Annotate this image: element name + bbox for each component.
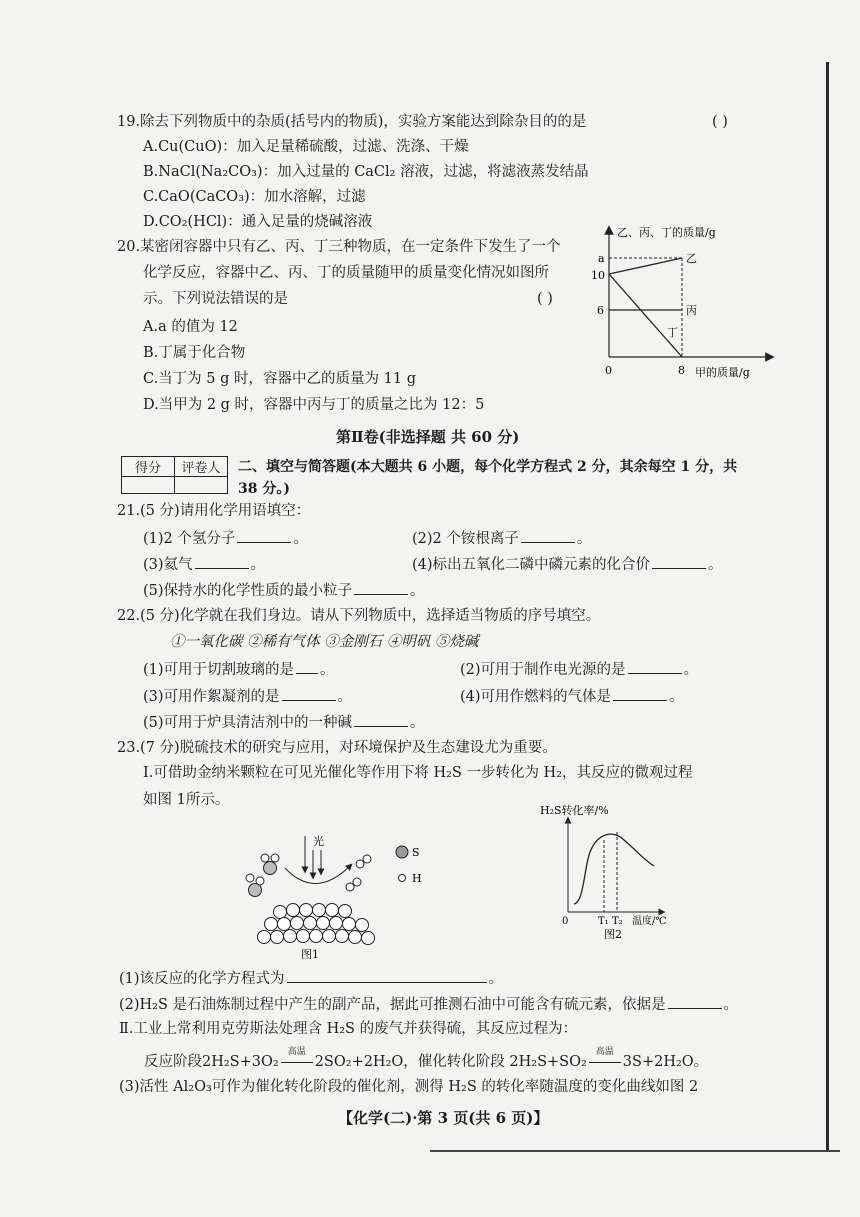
legend-s-atom — [396, 846, 408, 858]
q20-option-d: D.当甲为 2 g 时，容器中丙与丁的质量之比为 12：5 — [143, 397, 485, 413]
graph-xlabel: 甲的质量/g — [695, 366, 750, 379]
h-atom — [246, 874, 254, 882]
q20-stem-line3: 示。下列说法错误的是 — [143, 291, 288, 307]
q21-part3: (3)氦气 。 — [143, 554, 265, 574]
s-atom — [264, 862, 277, 875]
gold-nanoparticle-pile — [258, 904, 375, 945]
q20-option-b: B.丁属于化合物 — [143, 345, 246, 361]
q21-blank4[interactable] — [652, 554, 706, 569]
h-atom — [261, 854, 269, 862]
q23-section-ii: Ⅱ.工业上常利用克劳斯法处理含 H₂S 的废气并获得硫，其反应过程为： — [119, 1021, 578, 1037]
q23-part1: (1)该反应的化学方程式为 。 — [119, 968, 503, 988]
q22-part1: (1)可用于切割玻璃的是 。 — [143, 659, 335, 679]
tick-0: 0 — [605, 364, 612, 377]
figure1-micro-process — [235, 830, 445, 965]
grader-header: 评卷人 — [175, 457, 228, 477]
q23-section-i-line1: Ⅰ.可借助金纳米颗粒在可见光催化等作用下将 H₂S 一步转化为 H₂，其反应的微观过程 — [143, 765, 693, 781]
q22-options: ①一氧化碳 ②稀有气体 ③金刚石 ④明矾 ⑤烧碱 — [170, 634, 479, 650]
grader-cell — [175, 477, 228, 494]
tick-a: a — [598, 252, 605, 265]
h2-atom — [346, 883, 354, 891]
q22-part3: (3)可用作絮凝剂的是 。 — [143, 686, 352, 706]
q22-part4: (4)可用作燃料的气体是 。 — [460, 686, 684, 706]
section-two-heading-cont: 38 分。) — [238, 481, 290, 497]
q21-blank1[interactable] — [237, 528, 291, 543]
q20-option-a: A.a 的值为 12 — [143, 319, 238, 335]
q22-part5: (5)可用于炉具清洁剂中的一种碱 。 — [143, 712, 425, 732]
q21-part5: (5)保持水的化学性质的最小粒子 。 — [143, 580, 425, 600]
graph-ylabel: 乙、丙、丁的质量/g — [617, 226, 716, 239]
q22-blank3[interactable] — [282, 686, 336, 701]
q22-blank1[interactable] — [296, 659, 318, 674]
figure2-caption: 图2 — [604, 928, 622, 941]
score-header: 得分 — [122, 457, 175, 477]
fig2-xlabel: 温度/℃ — [632, 916, 667, 927]
figure2-conversion-curve — [540, 800, 700, 950]
h-atom — [271, 854, 279, 862]
q23-blank2[interactable] — [668, 994, 722, 1009]
q19-stem: 19.除去下列物质中的杂质(括号内的物质)，实验方案能达到除杂目的的是 — [117, 114, 587, 130]
q23-part3: (3)活性 Al₂O₃可作为催化转化阶段的催化剂，测得 H₂S 的转化率随温度的变化曲线如图 2 — [119, 1079, 699, 1095]
q21-blank2[interactable] — [521, 528, 575, 543]
q20-stem-line2: 化学反应，容器中乙、丙、丁的质量随甲的质量变化情况如图所 — [143, 265, 549, 281]
score-cell — [122, 477, 175, 494]
line-yi — [609, 258, 682, 274]
fig2-t2: T₂ — [612, 916, 623, 927]
q19-option-c: C.CaO(CaCO₃)：加水溶解，过滤 — [143, 189, 366, 205]
page-footer: 【化学(二)·第 3 页(共 6 页)】 — [338, 1109, 549, 1127]
tick-8: 8 — [678, 364, 685, 377]
reaction-arrow — [285, 866, 350, 884]
q20-stem-line1: 20.某密闭容器中只有乙、丙、丁三种物质，在一定条件下发生了一个 — [117, 239, 561, 255]
claus-equations: 反应阶段2H₂S+3O₂ 高温 2SO₂+2H₂O，催化转化阶段 2H₂S+SO₂ 高温 3S+2H₂O。 — [144, 1047, 709, 1070]
conversion-curve — [574, 834, 654, 904]
q23-part2: (2)H₂S 是石油炼制过程中产生的副产品，据此可推测石油中可能含有硫元素，依据是 。 — [119, 994, 738, 1014]
q19-option-a: A.Cu(CuO)：加入足量稀硫酸，过滤、洗涤、干燥 — [143, 139, 469, 155]
legend-h-label: H — [412, 872, 422, 885]
q22-stem: 22.(5 分)化学就在我们身边。请从下列物质中，选择适当物质的序号填空。 — [117, 608, 601, 624]
section-two-heading: 二、填空与简答题(本大题共 6 小题，每个化学方程式 2 分，其余每空 1 分，共 — [238, 459, 738, 475]
q21-part1: (1)2 个氢分子 。 — [143, 528, 308, 548]
condition-arrow: 高温 — [279, 1054, 315, 1070]
legend-h-atom — [399, 875, 406, 882]
fig2-ylabel: H₂S转化率/% — [540, 804, 609, 817]
q22-blank4[interactable] — [613, 686, 667, 701]
q20-mass-graph — [585, 222, 785, 387]
page-edge — [826, 62, 829, 1152]
q21-stem: 21.(5 分)请用化学用语填空： — [117, 503, 311, 519]
q23-section-i-line2: 如图 1所示。 — [143, 792, 230, 808]
fig2-origin: 0 — [562, 916, 569, 927]
label-yi: 乙 — [686, 252, 697, 265]
q20-option-c: C.当丁为 5 g 时，容器中乙的质量为 11 g — [143, 371, 416, 387]
fig2-t1: T₁ — [598, 916, 609, 927]
h2-atom — [353, 878, 361, 886]
q19-option-b: B.NaCl(Na₂CO₃)：加入过量的 CaCl₂ 溶液，过滤，将滤液蒸发结晶 — [143, 164, 589, 180]
q22-blank2[interactable] — [628, 659, 682, 674]
q21-blank3[interactable] — [195, 554, 249, 569]
light-label: 光 — [313, 835, 324, 848]
part2-title: 第Ⅱ卷(非选择题 共 60 分) — [336, 428, 520, 446]
h2-atom — [363, 855, 371, 863]
q20-answer-bracket: ( ) — [537, 291, 553, 307]
figure1-caption: 图1 — [301, 948, 319, 961]
s-atom — [249, 884, 262, 897]
line-ding — [609, 274, 682, 357]
q21-part4: (4)标出五氧化二磷中磷元素的化合价 。 — [412, 554, 723, 574]
bottom-rule — [430, 1150, 840, 1152]
label-ding: 丁 — [667, 326, 678, 339]
score-table — [121, 456, 228, 494]
q21-part2: (2)2 个铵根离子 。 — [412, 528, 591, 548]
label-bing: 丙 — [686, 304, 697, 317]
tick-6: 6 — [597, 304, 604, 317]
q22-blank5[interactable] — [354, 712, 408, 727]
condition-arrow: 高温 — [587, 1054, 623, 1070]
q19-answer-bracket: ( ) — [712, 114, 728, 130]
q22-part2: (2)可用于制作电光源的是 。 — [460, 659, 698, 679]
legend-s-label: S — [412, 846, 420, 859]
q19-option-d: D.CO₂(HCl)：通入足量的烧碱溶液 — [143, 214, 373, 230]
tick-10: 10 — [591, 269, 605, 282]
h2-atom — [356, 860, 364, 868]
q23-stem: 23.(7 分)脱硫技术的研究与应用，对环境保护及生态建设尤为重要。 — [117, 740, 557, 756]
q21-blank5[interactable] — [354, 580, 408, 595]
q23-blank1[interactable] — [287, 968, 487, 983]
